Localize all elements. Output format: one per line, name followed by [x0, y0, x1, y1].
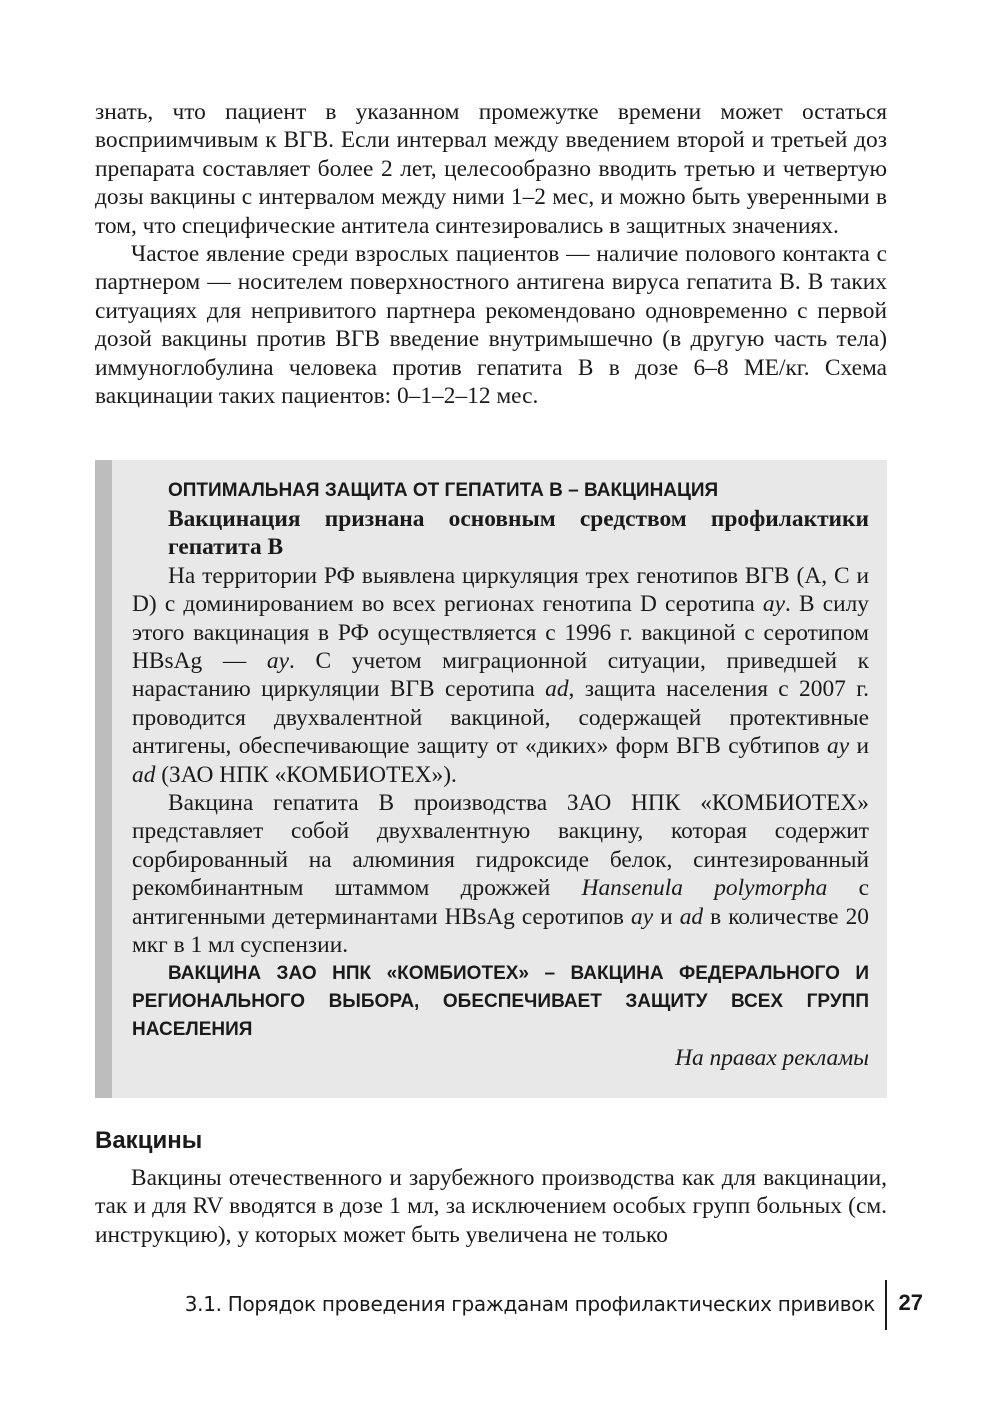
advertisement-paragraph-1: На территории РФ выявлена циркуляция трех генотипов ВГВ (A, C и D) с доминированием во всех регионах генотипа D серотипа ay. В силу этого вакцинация в РФ осуществляется с 1996 г. вакциной с серотипом HBsAg — ay. С учетом миграционной ситуации, приведшей к нарастанию циркуляции ВГВ серотипа ad, защита населения с 2007 г. проводится двухвалентной вакциной, содержащей протективные антигены, обеспечивающие защиту от «диких» форм ВГВ субтипов ay и ad (ЗАО НПК «КОМБИОТЕХ»).	[132, 562, 870, 788]
section-text	[95, 1164, 887, 1249]
advertisement-slogan: ВАКЦИНА ЗАО НПК «КОМБИОТЕХ» – ВАКЦИНА ФЕДЕРАЛЬНОГО И РЕГИОНАЛЬНОГО ВЫБОРА, ОБЕСПЕЧИВАЕТ ЗАЩИТУ ВСЕХ ГРУПП НАСЕЛЕНИЯ	[132, 962, 869, 1040]
intro-paragraph-1: знать, что пациент в указанном промежутке времени может остаться восприимчивым к ВГВ. Если интервал между введением второй и третьей доз препарата составляет более 2 лет, целесообразно вводить третью и четвертую дозы вакцины с интервалом между ними 1–2 мес, и можно быть уверенными в том, что специфические антитела синтезировались в защитных значениях.	[95, 99, 887, 239]
advertisement-title: ОПТИМАЛЬНАЯ ЗАЩИТА ОТ ГЕПАТИТА В – ВАКЦИНАЦИЯ	[168, 480, 719, 501]
running-title: 3.1. Порядок проведения гражданам профилактических прививок	[184, 1292, 875, 1316]
advertisement-subtitle: Вакцинация признана основным средством профилактики гепатита В	[168, 506, 869, 561]
section-heading: Вакцины	[95, 1127, 203, 1154]
advertisement-disclaimer: На правах рекламы	[675, 1044, 869, 1071]
advertisement-box	[95, 460, 887, 1098]
intro-paragraph-2: Частое явление среди взрослых пациентов — наличие полового контакта с партнером — носителем поверхностного антигена вируса гепатита B. В таких ситуациях для непривитого партнера рекомендовано одновременно с первой дозой вакцины против ВГВ введение внутримышечно (в другую часть тела) иммуноглобулина человека против гепатита B в дозе 6–8 МЕ/кг. Схема вакцинации таких пациентов: 0–1–2–12 мес.	[95, 241, 887, 410]
page-number: 27	[898, 1290, 923, 1315]
section-paragraph: Вакцины отечественного и зарубежного производства как для вакцинации, так и для RV вводятся в дозе 1 мл, за исключением особых групп больных (см. инструкцию), у которых может быть увеличена не только	[95, 1165, 887, 1248]
footer-divider	[885, 1280, 887, 1330]
advertisement-paragraph-2: Вакцина гепатита В производства ЗАО НПК «КОМБИОТЕХ» представляет собой двухвалентную вакцину, которая содержит сорбированный на алюминия гидроксиде белок, синтезированный рекомбинантным штаммом дрожжей Hansenula polymorpha с антигенными детерминантами HBsAg серотипов ay и ad в количестве 20 мкг в 1 мл суспензии.	[132, 790, 870, 959]
intro-text	[95, 98, 887, 410]
advertisement-side-bar	[95, 460, 112, 1098]
page-footer	[95, 1290, 925, 1324]
advertisement-body	[132, 477, 869, 1072]
